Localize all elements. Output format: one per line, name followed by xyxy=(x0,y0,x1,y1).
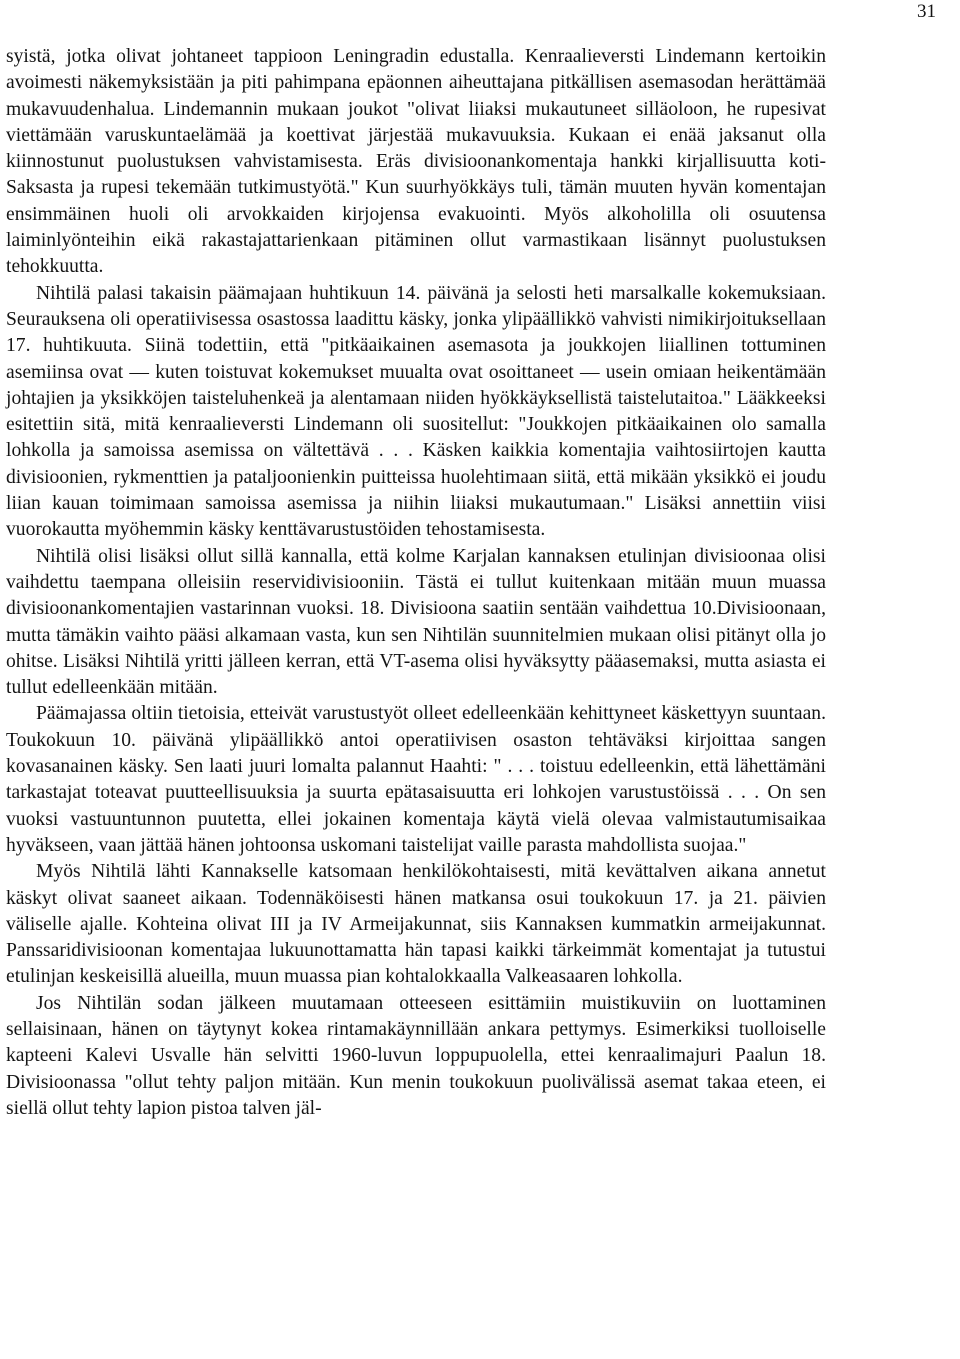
paragraph-3: Nihtilä olisi lisäksi ollut sillä kannalla, että kolme Karjalan kannaksen etulinjan divisioonaa olisi vaihdettu taempana olleisiin reservidivisiooniin. Tästä ei tullut kuitenkaan mitään muun muassa divisioonankomentajien vastarinnan vuoksi. 18. Divisioona saatiin sentään vaihdettua 10.Divisioonaan, mutta tämäkin vaihto pääsi alkamaan vasta, kun sen Nihtilän suunnitelmien mukaan olisi pitänyt olla jo ohitse. Lisäksi Nihtilä yritti jälleen kerran, että VT-asema olisi hyväksytty pääasemaksi, mutta asiasta ei tullut edelleenkään mitään. xyxy=(6,545,826,699)
paragraph-1: syistä, jotka olivat johtaneet tappioon Leningradin edustalla. Kenraalieversti Lindemann kertoikin avoimesti näkemyksistään ja piti pahimpana epäonnen aiheuttajana pitkällisen asemasodan herättämää mukavuudenhalua. Lindemannin mukaan joukot "olivat liiaksi mukautuneet silläoloon, he rupesivat viettämään varuskuntaelämää ja koettivat järjestää mukavuuksia. Kukaan ei enää jaksanut olla kiinnostunut puolustuksen vahvistamisesta. Eräs divisioonankomentaja hankki kirjallisuutta koti-Saksasta ja rupesi tekemään tutkimustyötä." Kun suurhyökkäys tuli, tämän muuten hyvän komentajan ensimmäinen huoli oli arvokkaiden kirjojensa evakuointi. Myös alkoholilla oli osuutensa laiminlyönteihin eikä rakastajattarienkaan pitäminen ollut varmastikaan lisännyt puolustuksen tehokkuutta. xyxy=(6,46,826,278)
paragraph-4: Päämajassa oltiin tietoisia, etteivät varustustyöt olleet edelleenkään kehittyneet käskettyyn suuntaan. Toukokuun 10. päivänä ylipäällikkö antoi operatiivisen osaston tehtäväksi kirjoittaa sangen kovasanainen käsky. Sen laati juuri lomalta palannut Haahti: " . . . toistuu edelleenkin, että lähettämäni tarkastajat toteavat puutteellisuuksia ja suurta epätasaisuutta eri lohkojen varustustöissä . . . On sen vuoksi vastuuntunnon puutetta, ellei jokainen komentaja käytä vielä olevaa valmistautumisaikaa hyväkseen, vaan jättää hänen johtoonsa uskomani taistelijat vaille parasta mahdollista suojaa." xyxy=(6,703,826,856)
paragraph-5: Myös Nihtilä lähti Kannakselle katsomaan henkilökohtaisesti, mitä kevättalven aikana annetut käskyt olivat saaneet aikaan. Todennäköisesti hänen matkansa osui toukokuun 17. ja 21. päivien väliselle ajalle. Kohteina olivat III ja IV Armeijakunnat, siis Kannaksen kummatkin armeijakunnat. Panssaridivisioonan komentajaa lukuunottamatta hän tapasi kaikki tärkeimmät komentajat ja tutustui etulinjan keskeisillä alueilla, muun muassa pian kohtalokkaalla Valkeasaaren lohkolla. xyxy=(6,861,826,988)
paragraph-2: Nihtilä palasi takaisin päämajaan huhtikuun 14. päivänä ja selosti heti marsalkalle kokemuksiaan. Seurauksena oli operatiivisessa osastossa laadittu käsky, jonka ylipäällikkö vahvisti nimikirjoituksellaan 17. huhtikuuta. Siinä todettiin, että "pitkäaikainen asemasota ja joukkojen liiallinen tottuminen asemiinsa ovat — kuten toistuvat kokemukset muualta ovat osoittaneet — usein omiaan heikentämään johtajien ja yksikköjen taisteluhenkeä ja alentamaan niiden hyökkäyksellistä taistelutaitoa." Lääkkeeksi esitettiin sitä, mitä kenraalieversti Lindemann oli suositellut: "Joukkojen pitkäaikainen olo samalla lohkolla ja samoissa asemissa on vältettävä . . . Käsken kaikkia komentajia vaihtosiirtojen kautta divisioonien, rykmenttien ja pataljoonienkin puitteissa huolehtimaan siitä, että mikään yksikkö ei joudu liian kauan toimimaan samoissa asemissa ja niihin liiaksi mukautumaan." Lisäksi annettiin viisi vuorokautta myöhemmin käsky kenttävarustustöiden tehostamisesta. xyxy=(6,282,826,541)
paragraph-6: Jos Nihtilän sodan jälkeen muutamaan otteeseen esittämiin muistikuviin on luottaminen sellaisinaan, hänen on täytynyt kokea rintamakäynnillään ankara pettymys. Esimerkiksi tuolloiselle kapteeni Kalevi Usvalle hän selvitti 1960-luvun loppupuolella, ettei kenraalimajuri Paalun 18. Divisioonassa "ollut tehty paljon mitään. Kun menin toukokuun puolivälissä asemat takaa eteen, ei siellä ollut tehty lapion pistoa talven jäl- xyxy=(6,992,826,1119)
page-number: 31 xyxy=(917,1,936,22)
body-text xyxy=(6,44,826,1122)
